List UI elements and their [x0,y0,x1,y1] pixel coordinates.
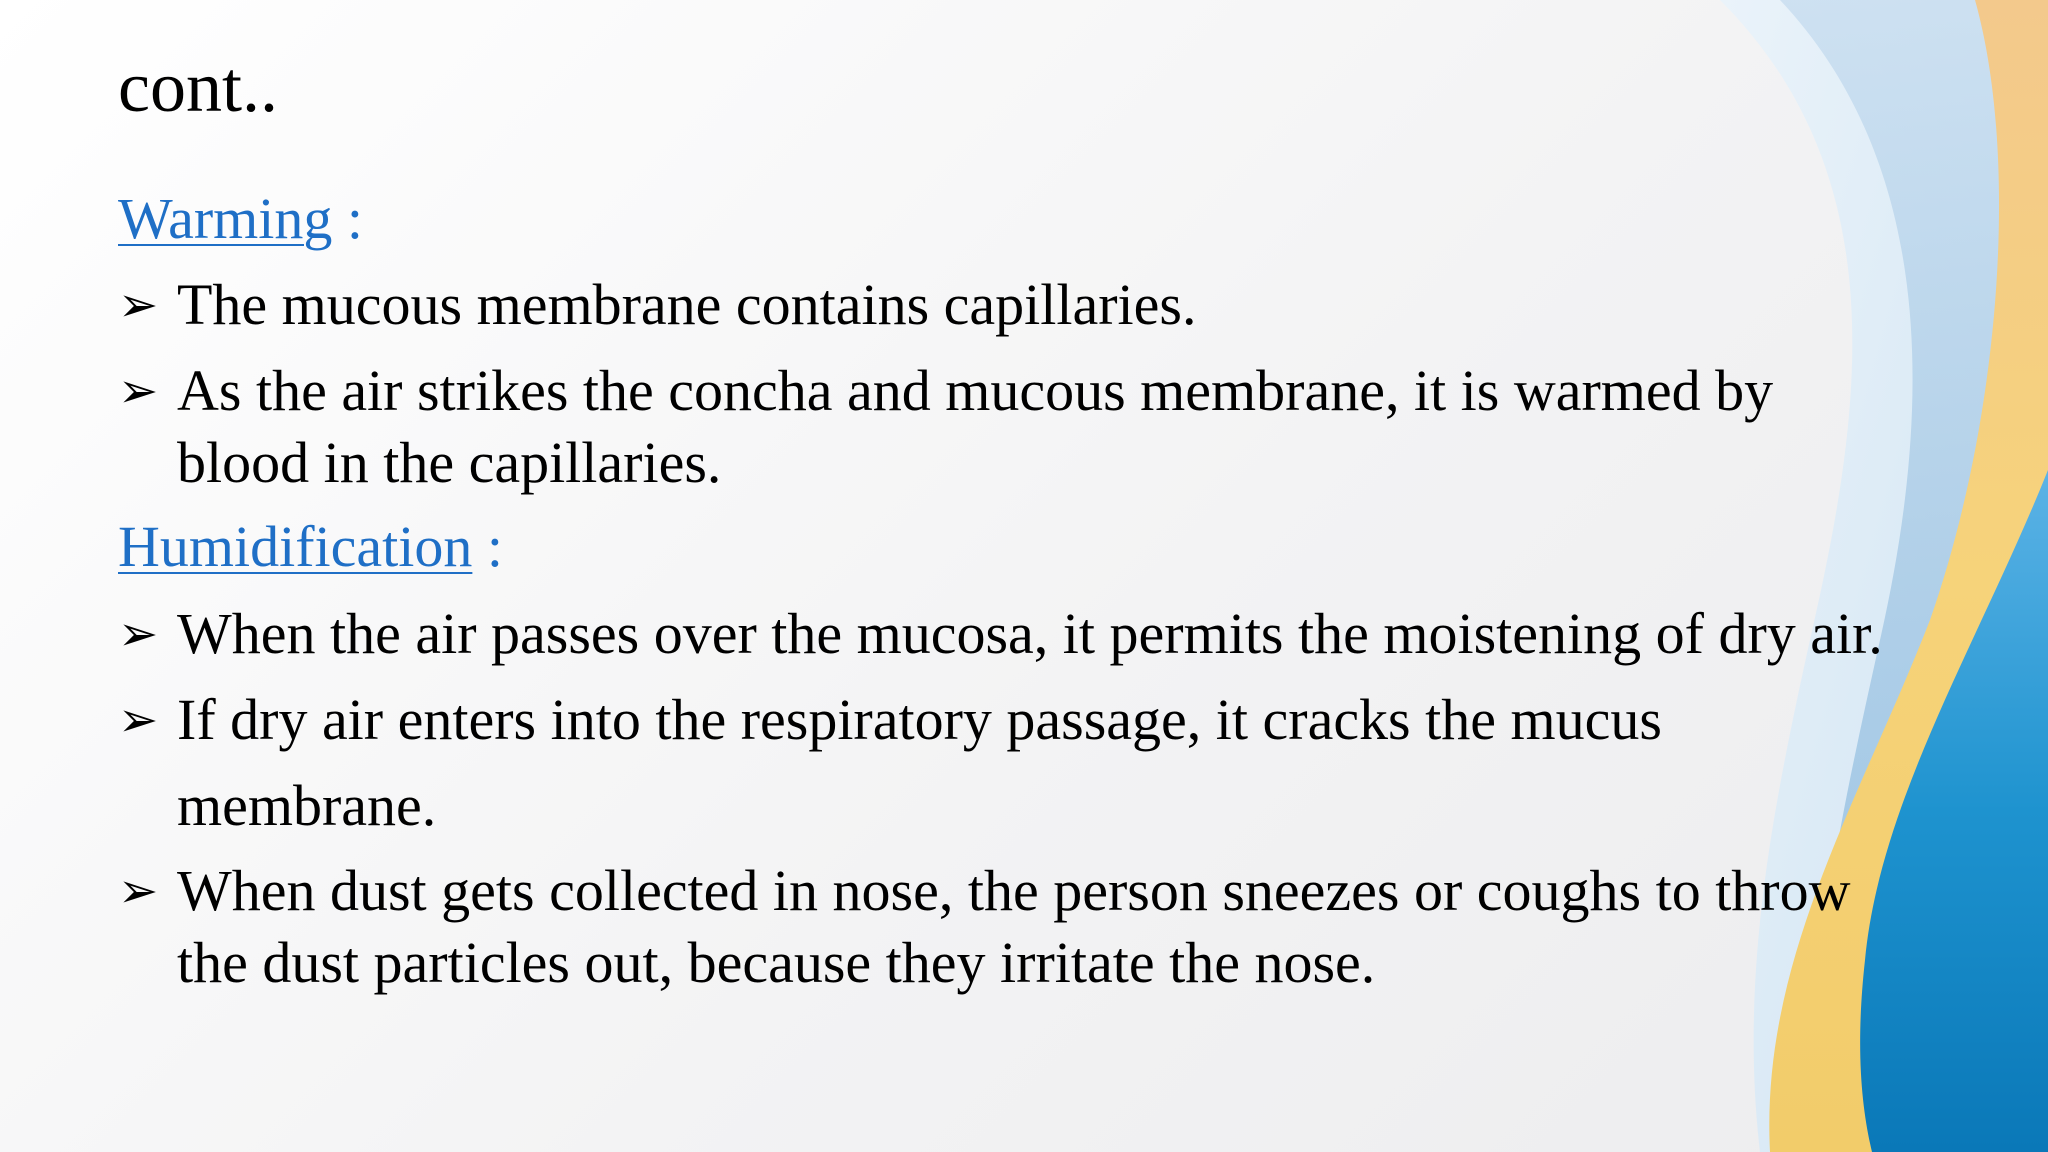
arrow-bullet-icon: ➢ [118,692,159,748]
bullet-item [118,598,1883,670]
bullet-item [118,269,1196,341]
heading-colon: : [332,186,364,251]
bullet-item [118,684,1662,842]
bullet-text: As the air strikes the concha and mucous membrane, it is warmed by [177,358,1774,423]
bullet-text: If dry air enters into the respiratory passage, it cracks the mucus [177,687,1662,752]
bullet-text: blood in the capillaries. [177,430,722,495]
bullet-text: The mucous membrane contains capillaries. [177,272,1197,337]
humidification-link[interactable]: Humidification [118,514,473,579]
bullet-item [118,855,1851,999]
heading-colon: : [472,514,503,579]
bullet-text: the dust particles out, because they irritate the nose. [177,930,1376,995]
warming-link[interactable]: Warming [118,186,333,251]
section-heading-warming [118,184,363,254]
arrow-bullet-icon: ➢ [118,363,159,419]
arrow-bullet-icon: ➢ [118,863,159,919]
arrow-bullet-icon: ➢ [118,606,159,662]
bullet-text: membrane. [177,773,437,838]
bullet-text: When the air passes over the mucosa, it permits the moistening of dry air. [177,601,1883,666]
slide-title: cont.. [118,47,278,127]
bullet-item [118,355,1773,499]
bullet-text: When dust gets collected in nose, the person sneezes or coughs to throw [177,858,1851,923]
arrow-bullet-icon: ➢ [118,277,159,333]
section-heading-humidification [118,512,503,582]
